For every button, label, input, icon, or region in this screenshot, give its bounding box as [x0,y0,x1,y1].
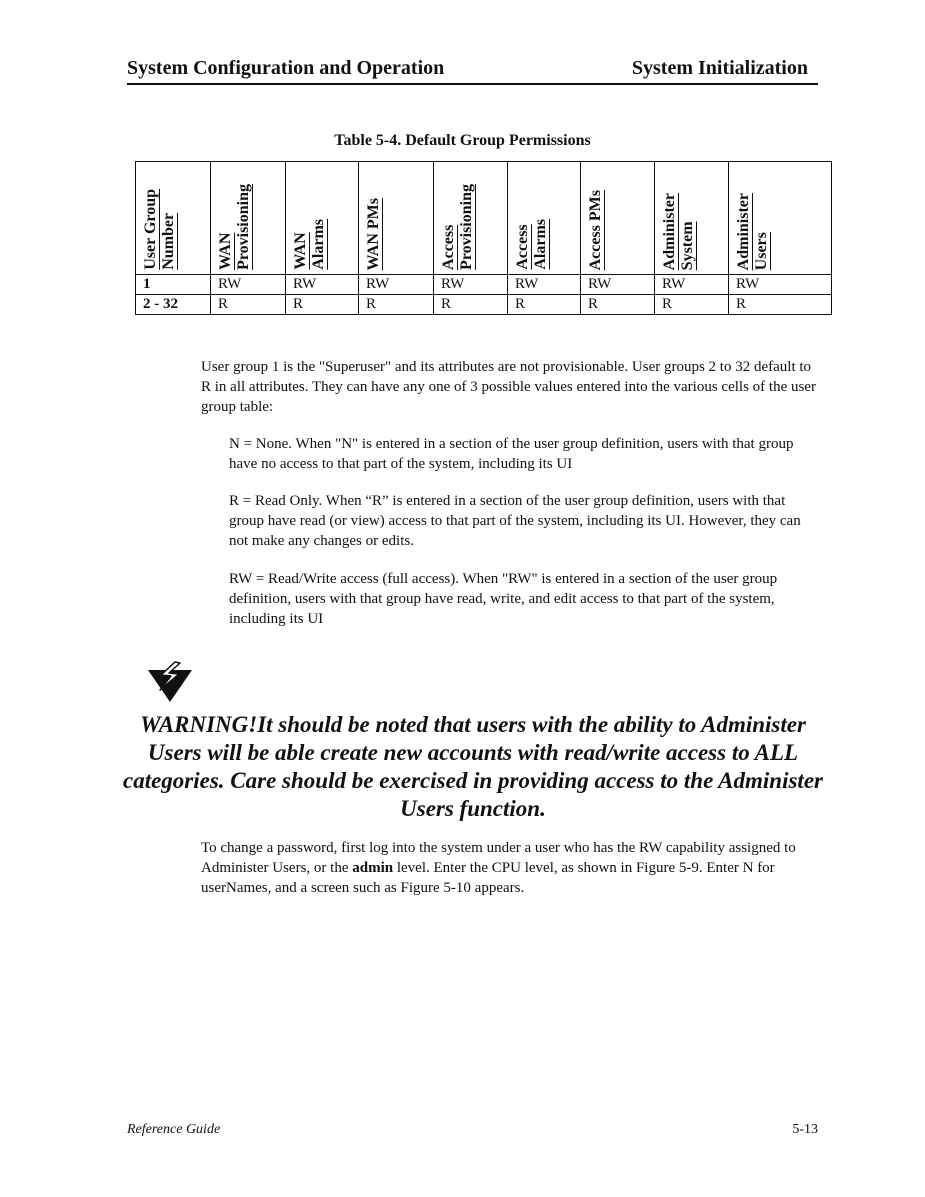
table-cell: RW [729,275,832,295]
column-header [581,162,655,275]
table-row [136,275,832,295]
table-cell: RW [211,275,286,295]
table-caption: Table 5-4. Default Group Permissions [334,132,591,149]
table-header-row [136,162,832,275]
table-cell: R [581,295,655,315]
table-cell: R [211,295,286,315]
table-row [136,295,832,315]
page-number: 5-13 [792,1122,818,1137]
table-cell: 2 - 32 [136,295,211,315]
table-cell: R [434,295,508,315]
table-cell: RW [359,275,434,295]
table-cell: 1 [136,275,211,295]
column-header-label: WAN PMs [365,197,382,270]
closing-paragraph [201,838,821,898]
column-header [359,162,434,275]
closing-text-part: To change a password, first log into the system under a user who has the RW capability assigned to Administer Users, or the [201,840,796,876]
table-cell: R [729,295,832,315]
none-definition: N = None. When "N" is entered in a section of the user group definition, users with that group have no access to that part of the system, including its UI [229,436,794,472]
header-chapter-title: System Initialization [631,57,808,79]
column-header [729,162,832,275]
column-header-label: Access Alarms [514,219,549,270]
column-header [211,162,286,275]
warning-lightning-icon [146,660,194,704]
column-header [434,162,508,275]
column-header-label: User Group Number [142,189,177,270]
table-cell: RW [655,275,729,295]
admin-keyword: admin [352,860,394,876]
column-header-label: WAN Provisioning [217,184,252,270]
warning-text: WARNING!It should be noted that users with the ability to Administer Users will be able create new accounts with read/write access to ALL categories. Care should be exercised in providing access to the Administer Users function. [123,712,823,821]
footer-title: Reference Guide [127,1122,221,1137]
permissions-table [135,161,832,315]
read-write-definition: RW = Read/Write access (full access). When "RW" is entered in a section of the user group definition, users with that group have read, write, and edit access to that part of the system, including its UI [229,571,778,627]
column-header-label: Access Provisioning [440,184,475,270]
column-header-label: Administer System [661,192,696,270]
page-header [127,57,818,85]
column-header-label: WAN Alarms [292,219,327,270]
table-cell: R [655,295,729,315]
table-cell: RW [286,275,359,295]
table-cell: R [508,295,581,315]
table-cell: RW [434,275,508,295]
intro-paragraph: User group 1 is the "Superuser" and its attributes are not provisionable. User groups 2 to 32 default to R in all attributes. They can have any one of 3 possible values entered into the various cells of the user group table: [201,359,816,415]
table-cell: RW [508,275,581,295]
column-header [655,162,729,275]
column-header-label: Administer Users [735,192,770,270]
table-cell: R [286,295,359,315]
header-section-title: System Configuration and Operation [127,57,445,79]
closing-text-part: level. Enter the CPU level, as shown in Figure 5-9. Enter N for userNames, and a screen such as Figure 5-10 appears. [201,860,775,896]
column-header-label: Access PMs [587,189,604,270]
column-header [508,162,581,275]
read-only-definition: R = Read Only. When “R” is entered in a section of the user group definition, users with that group have read (or view) access to that part of the system, including its UI. However, they can not make any changes or edits. [229,493,801,549]
table-cell: RW [581,275,655,295]
column-header [286,162,359,275]
table-cell: R [359,295,434,315]
column-header [136,162,211,275]
